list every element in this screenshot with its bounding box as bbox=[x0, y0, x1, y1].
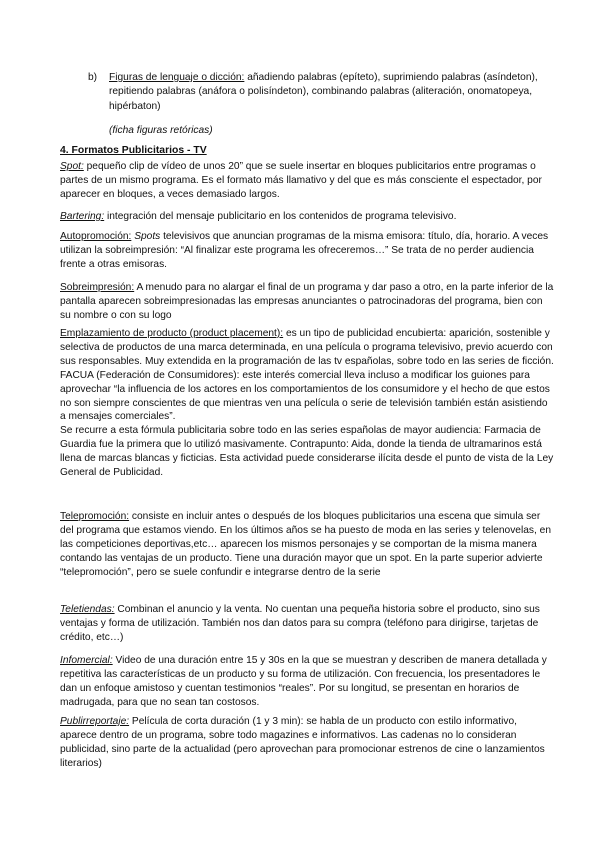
term-emplazamiento: Emplazamiento de producto (product placement): bbox=[60, 328, 284, 339]
term-infomercial: Infomercial: bbox=[60, 655, 113, 666]
bartering-text: integración del mensaje publicitario en los contenidos de programa televisivo. bbox=[104, 211, 457, 222]
paragraph-sobreimpresion bbox=[60, 281, 554, 323]
paragraph-autopromocion bbox=[60, 230, 554, 272]
term-teletiendas: Teletiendas: bbox=[60, 604, 115, 615]
term-figuras: Figuras de lenguaje o dicción: bbox=[109, 72, 245, 83]
emplazamiento-ejemplo: Se recurre a esta fórmula publicitaria sobre todo en las series españolas de mayor audiencia: Farmacia de Guardia fue la primera que lo utilizó masivamente. Contrapunto: Aida, donde la tienda de ultramarinos está llena de marcas blancas y ficticias. Esta actividad puede considerarse ilícita desde el punto de vista de la Ley General de Publicidad. bbox=[60, 425, 554, 479]
paragraph-telepromocion bbox=[60, 510, 554, 580]
publirreportaje-text: Película de corta duración (1 y 3 min): se habla de un producto con estilo informativo, aparece dentro de un programa, sobre todo magazines e informativos. Las cadenas no lo consideran publicidad, sino parte de la actualidad (pero aprovechan para promocionar estrenos de cine o lanzamientos literarios) bbox=[60, 716, 545, 769]
emplazamiento-text: es un tipo de publicidad encubierta: aparición, sostenible y selectiva de productos de una marca determinada, en una película o programa televisivo, previo acuerdo con sus responsables. Muy extendida en la programación de las tv españolas, sobre todo en las series de ficción. bbox=[60, 328, 554, 367]
autopromocion-italic: Spots bbox=[134, 231, 161, 242]
term-publirreportaje: Publirreportaje: bbox=[60, 716, 130, 727]
teletiendas-text: Combinan el anuncio y la venta. No cuentan una pequeña historia sobre el producto, sino sus ventajas y forma de utilización. También nos dan datos para su compra (teléfono para dirigirse, tarjetas de crédito, etc…) bbox=[60, 604, 540, 643]
figuras-text: añadiendo palabras (epíteto), suprimiendo palabras (asíndeton), repitiendo palabras (anáfora o polisíndeton), combinando palabras (aliteración, onomatopeya, hipérbaton) bbox=[109, 72, 538, 112]
list-item-body bbox=[109, 71, 568, 114]
autopromocion-text-b: televisivos que anuncian programas de la misma emisora: título, día, horario. A veces utilizan la sobreimpresión: “Al finalizar este programa les ofreceremos…” Se trata de no perder audiencia frente a otras emisoras. bbox=[60, 231, 549, 270]
list-item-b bbox=[88, 71, 568, 114]
note-ficha: (ficha figuras retóricas) bbox=[109, 125, 213, 136]
emplazamiento-facua: FACUA (Federación de Consumidores): este interés comercial lleva incluso a modificar los guiones para aprovechar “la influencia de los actores en los comportamientos de los consumidore y el hecho de que estos no son siempre conscientes de que mientras ven una película o serie de televisión también están asistiendo a mensajes comerciales”. bbox=[60, 369, 550, 423]
term-sobreimpresion: Sobreimpresión: bbox=[60, 282, 135, 293]
term-telepromocion: Telepromoción: bbox=[60, 511, 130, 522]
infomercial-text: Video de una duración entre 15 y 30s en la que se muestran y describen de manera detallada y repetitiva las características de un producto y su forma de utilización. Con frecuencia, los presentadores le dan un enfoque amistoso y cuentan testimonios “reales”. Por su longitud, se presentan en horarios de madrugada, para que no sean tan costosos. bbox=[60, 655, 547, 708]
paragraph-bartering bbox=[60, 210, 554, 224]
paragraph-spot bbox=[60, 160, 554, 202]
sobreimpresion-text: A menudo para no alargar el final de un programa y dar paso a otro, en la parte inferior de la pantalla aparecen sobreimpresionadas las empresas anunciantes o patrocinadoras del programa, bien con su nombre o con su logo bbox=[60, 282, 554, 321]
spot-text: pequeño clip de vídeo de unos 20” que se suele insertar en bloques publicitarios entre programas o partes de un mismo programa. Es el formato más llamativo y del que es más consciente el espectador, por aparecer en bloques, a veces demasiado largos. bbox=[60, 161, 542, 200]
term-spot: Spot: bbox=[60, 161, 84, 172]
section-heading: 4. Formatos Publicitarios - TV bbox=[60, 145, 207, 156]
paragraph-teletiendas bbox=[60, 603, 554, 645]
paragraph-emplazamiento bbox=[60, 327, 554, 480]
telepromocion-text: consiste en incluir antes o después de los bloques publicitarios una escena que simula ser del programa que estamos viendo. En los últimos años se ha puesto de moda en las series y telenovelas, en las competiciones deportivas,etc… aparecen los mismos personajes y se comportan de la misma manera contando las ventajas de un producto. Tiene una duración mayor que un spot. En la parte superior advierte “telepromoción”, pero se suele confundir e integrarse dentro de la serie bbox=[60, 511, 551, 578]
emplazamiento-definition bbox=[60, 327, 554, 369]
term-bartering: Bartering: bbox=[60, 211, 105, 222]
list-marker: b) bbox=[88, 72, 98, 83]
term-autopromocion: Autopromoción: bbox=[60, 231, 132, 242]
paragraph-publirreportaje bbox=[60, 715, 554, 771]
paragraph-infomercial bbox=[60, 654, 554, 710]
